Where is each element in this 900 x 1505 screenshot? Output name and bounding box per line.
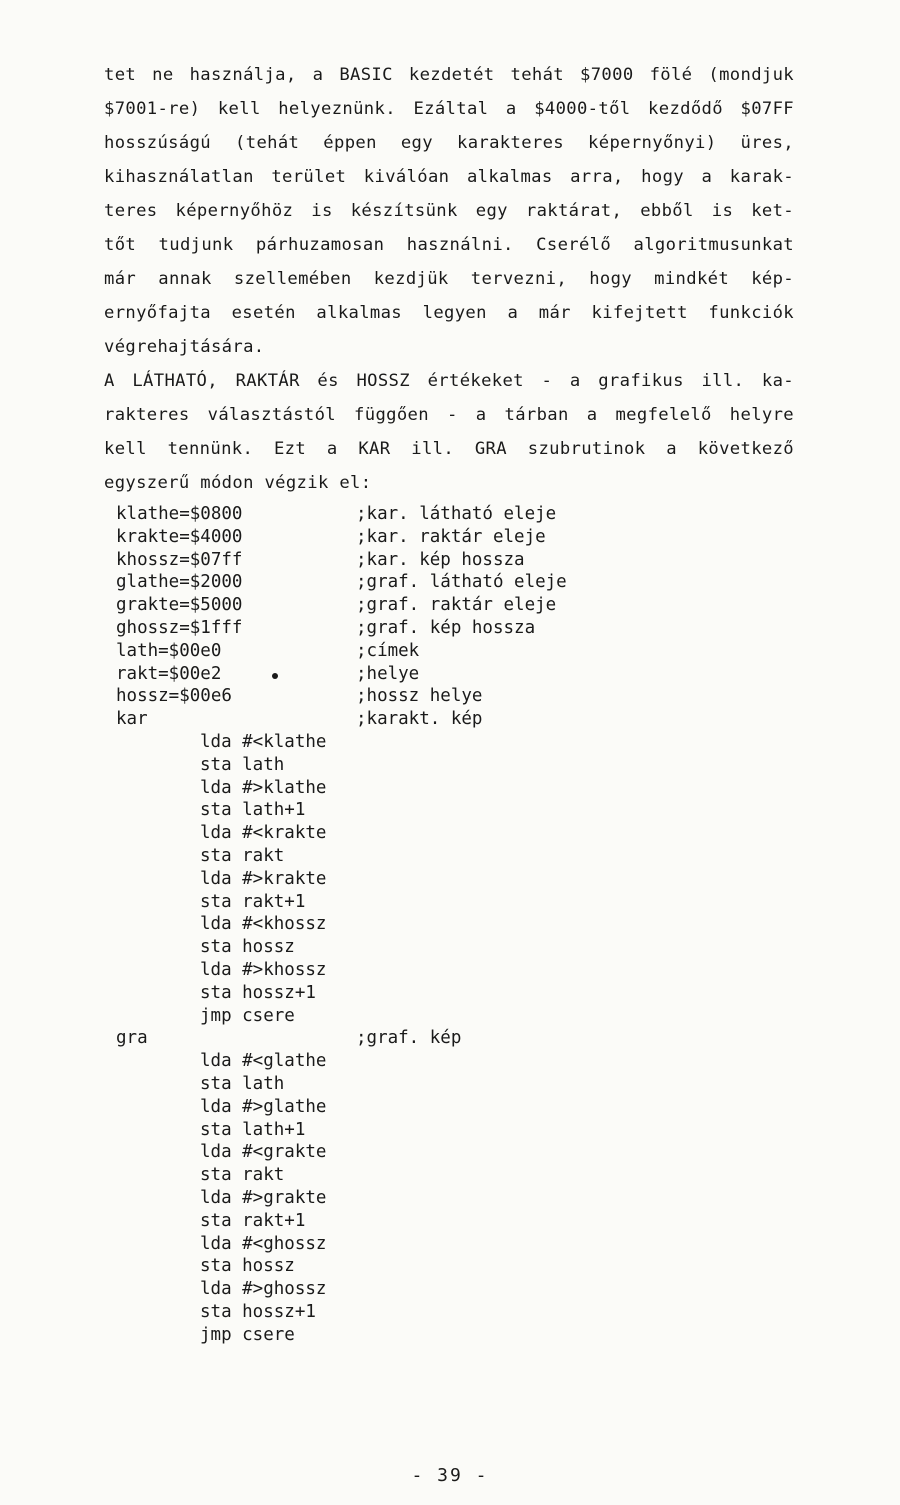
paragraph-line: $7001-re) kell helyeznünk. Ezáltal a $4000-től kezdődő $07FF [104, 99, 794, 119]
code-line [116, 1255, 816, 1278]
code-instr: lda #>klathe [200, 777, 327, 798]
code-comment: ;graf. kép hossza [356, 617, 536, 638]
code-comment: ;graf. látható eleje [356, 572, 567, 593]
code-label: krakte=$4000 [116, 526, 243, 547]
paragraph-line: hosszúságú (tehát éppen egy karakteres képernyőnyi) üres, [104, 133, 794, 153]
code-comment: ;címek [356, 640, 420, 661]
code-line [116, 1187, 816, 1210]
code-instr: sta lath [200, 754, 285, 775]
body-paragraph [104, 60, 794, 502]
code-instr: sta hossz+1 [200, 982, 316, 1003]
paragraph-line: rakteres választástól függően - a tárban a megfelelő helyre [104, 405, 794, 425]
paragraph-line: egyszerű módon végzik el: [104, 473, 372, 493]
code-line [116, 777, 816, 800]
code-line [116, 959, 816, 982]
code-instr: sta rakt [200, 1165, 285, 1186]
code-label: hossz=$00e6 [116, 686, 232, 707]
code-line [116, 845, 816, 868]
code-line [116, 1073, 816, 1096]
code-comment: ;karakt. kép [356, 709, 483, 730]
paragraph-line: tőt tudjunk párhuzamosan használni. Cserélő algoritmusunkat [104, 235, 794, 255]
code-label: lath=$00e0 [116, 640, 222, 661]
stray-dot [272, 673, 278, 679]
code-line [116, 663, 816, 686]
code-instr: lda #<krakte [200, 823, 327, 844]
code-label: kar [116, 709, 148, 730]
code-line [116, 1278, 816, 1301]
code-line [116, 1164, 816, 1187]
code-comment: ;kar. látható eleje [356, 504, 557, 524]
paragraph-line: teres képernyőhöz is készítsünk egy raktárat, ebből is ket- [104, 201, 794, 221]
code-line [116, 822, 816, 845]
code-line [116, 503, 816, 526]
code-label: gra [116, 1028, 148, 1049]
code-line [116, 1141, 816, 1164]
code-instr: sta hossz [200, 1256, 295, 1277]
code-instr: lda #>khossz [200, 959, 327, 980]
code-label: grakte=$5000 [116, 595, 243, 616]
code-line [116, 799, 816, 822]
page-number: - 39 - [411, 1465, 489, 1486]
code-label: khossz=$07ff [116, 549, 243, 570]
code-instr: sta rakt [200, 845, 285, 866]
code-instr: jmp csere [200, 1005, 295, 1026]
code-line [116, 731, 816, 754]
code-instr: sta lath+1 [200, 1119, 306, 1140]
code-comment: ;hossz helye [356, 686, 483, 707]
code-line [116, 1301, 816, 1324]
code-line [116, 1005, 816, 1028]
code-instr: lda #<glathe [200, 1051, 327, 1072]
code-line [116, 1027, 816, 1050]
code-line [116, 1233, 816, 1256]
code-instr: lda #>glathe [200, 1096, 327, 1117]
code-line [116, 1210, 816, 1233]
code-instr: jmp csere [200, 1324, 295, 1345]
code-comment: ;helye [356, 663, 420, 684]
code-line [116, 617, 816, 640]
code-label: glathe=$2000 [116, 572, 243, 593]
code-instr: lda #<klathe [200, 731, 327, 752]
code-line [116, 1119, 816, 1142]
paragraph-line: kihasználatlan terület kiválóan alkalmas arra, hogy a karak- [104, 167, 794, 187]
code-line [116, 1096, 816, 1119]
code-instr: sta lath+1 [200, 800, 306, 821]
code-instr: sta rakt+1 [200, 891, 306, 912]
code-instr: sta hossz [200, 937, 295, 958]
code-instr: sta rakt+1 [200, 1210, 306, 1231]
code-line [116, 526, 816, 549]
code-line [116, 913, 816, 936]
code-instr: lda #<ghossz [200, 1233, 327, 1254]
code-line [116, 936, 816, 959]
code-line [116, 1324, 816, 1347]
paragraph-line: tet ne használja, a BASIC kezdetét tehát $7000 fölé (mondjuk [104, 65, 794, 85]
code-label: ghossz=$1fff [116, 617, 243, 638]
code-line [116, 685, 816, 708]
code-instr: lda #>grakte [200, 1187, 327, 1208]
code-instr: lda #>ghossz [200, 1279, 327, 1300]
code-comment: ;graf. kép [356, 1028, 462, 1049]
paragraph-line: ernyőfajta esetén alkalmas legyen a már kifejtett funkciók [104, 303, 794, 323]
code-line [116, 571, 816, 594]
code-instr: lda #>krakte [200, 868, 327, 889]
code-line [116, 594, 816, 617]
code-line [116, 640, 816, 663]
assembly-code-listing [116, 503, 816, 1346]
code-instr: lda #<khossz [200, 914, 327, 935]
code-line [116, 891, 816, 914]
code-label: klathe=$0800 [116, 504, 243, 524]
code-line [116, 549, 816, 572]
paragraph-line: végrehajtására. [104, 337, 265, 357]
code-line [116, 1050, 816, 1073]
code-comment: ;graf. raktár eleje [356, 595, 557, 616]
code-comment: ;kar. raktár eleje [356, 526, 546, 547]
code-instr: sta lath [200, 1073, 285, 1094]
code-line [116, 982, 816, 1005]
code-instr: sta hossz+1 [200, 1301, 316, 1322]
paragraph-line: kell tennünk. Ezt a KAR ill. GRA szubrutinok a következő [104, 439, 794, 459]
code-instr: lda #<grakte [200, 1142, 327, 1163]
code-line [116, 708, 816, 731]
code-comment: ;kar. kép hossza [356, 549, 525, 570]
code-line [116, 868, 816, 891]
paragraph-line: A LÁTHATÓ, RAKTÁR és HOSSZ értékeket - a grafikus ill. ka- [104, 371, 794, 391]
code-line [116, 754, 816, 777]
paragraph-line: már annak szellemében kezdjük tervezni, hogy mindkét kép- [104, 269, 794, 289]
code-label: rakt=$00e2 [116, 663, 222, 684]
